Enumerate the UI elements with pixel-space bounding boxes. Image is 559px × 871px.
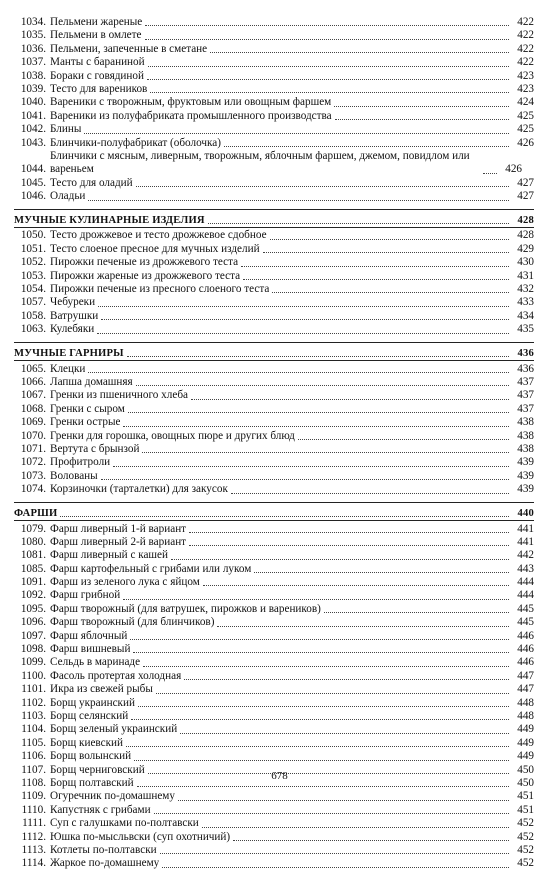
toc-entry xyxy=(14,283,534,296)
recipe-number: 1050. xyxy=(20,229,46,242)
toc-entry xyxy=(14,56,534,69)
toc-entry xyxy=(14,483,534,496)
recipe-title: Фарш яблочный xyxy=(50,629,128,642)
toc-entry xyxy=(14,137,534,150)
recipe-number: 1043. xyxy=(20,136,46,149)
recipe-title: Вертута с брынзой xyxy=(50,442,140,455)
section-title: ФАРШИ xyxy=(14,507,58,519)
recipe-number: 1036. xyxy=(20,42,46,55)
section-header xyxy=(14,502,534,521)
recipe-page: 438 xyxy=(517,429,534,442)
recipe-page: 445 xyxy=(517,602,534,615)
recipe-page: 426 xyxy=(517,136,534,149)
recipe-title: Гренки из пшеничного хлеба xyxy=(50,389,188,402)
dot-leader xyxy=(98,306,509,307)
recipe-number: 1046. xyxy=(20,190,46,203)
recipe-title: Пельмени, запеченные в сметане xyxy=(50,42,208,55)
section-page: 428 xyxy=(517,214,534,226)
dot-leader xyxy=(243,279,509,280)
dot-leader xyxy=(483,173,497,174)
recipe-page: 423 xyxy=(517,69,534,82)
recipe-page: 442 xyxy=(517,549,534,562)
toc-entry xyxy=(14,456,534,469)
toc-entry xyxy=(14,110,534,123)
recipe-number: 1040. xyxy=(20,96,46,109)
dot-leader xyxy=(97,333,509,334)
recipe-title: Борщ черниговский xyxy=(50,763,145,776)
dot-leader xyxy=(231,493,509,494)
recipe-page: 443 xyxy=(517,562,534,575)
recipe-page: 447 xyxy=(517,669,534,682)
dot-leader xyxy=(154,813,509,814)
toc-entry xyxy=(14,270,534,283)
dot-leader xyxy=(191,399,509,400)
toc-entry xyxy=(14,70,534,83)
dot-leader xyxy=(224,146,509,147)
dot-leader xyxy=(143,666,509,667)
recipe-title: Профитроли xyxy=(50,456,111,469)
toc-entry xyxy=(14,616,534,629)
dot-leader xyxy=(189,545,509,546)
recipe-page: 429 xyxy=(517,242,534,255)
recipe-page: 449 xyxy=(517,750,534,763)
dot-leader xyxy=(123,426,509,427)
recipe-number: 1095. xyxy=(20,602,46,615)
recipe-title: Блины xyxy=(50,123,82,136)
toc-entry xyxy=(14,256,534,269)
recipe-title: Волованы xyxy=(50,469,98,482)
dot-leader xyxy=(324,612,509,613)
recipe-title: Фарш ливерный 1-й вариант xyxy=(50,522,187,535)
recipe-title: Борщ волынский xyxy=(50,750,132,763)
recipe-page: 422 xyxy=(517,42,534,55)
recipe-title: Фарш грибной xyxy=(50,589,121,602)
dot-leader xyxy=(217,626,509,627)
recipe-page: 446 xyxy=(517,643,534,656)
recipe-title: Фасоль протертая холодная xyxy=(50,669,182,682)
toc-entry xyxy=(14,831,534,844)
recipe-number: 1045. xyxy=(20,176,46,189)
recipe-number: 1041. xyxy=(20,109,46,122)
recipe-page: 439 xyxy=(517,456,534,469)
section-title: МУЧНЫЕ КУЛИНАРНЫЕ ИЗДЕЛИЯ xyxy=(14,214,205,226)
toc-entry xyxy=(14,29,534,42)
recipe-title: Тесто для оладий xyxy=(50,176,133,189)
recipe-number: 1066. xyxy=(20,376,46,388)
recipe-title: Клецки xyxy=(50,362,86,375)
recipe-page: 427 xyxy=(517,190,534,203)
recipe-title: Тесто дрожжевое и тесто дрожжевое сдобное xyxy=(50,229,267,242)
dot-leader xyxy=(88,372,509,373)
recipe-title: Борщ зеленый украинский xyxy=(50,723,178,736)
recipe-number: 1099. xyxy=(20,656,46,669)
recipe-number: 1042. xyxy=(20,123,46,136)
recipe-number: 1100. xyxy=(21,669,46,682)
recipe-number: 1073. xyxy=(20,469,46,482)
recipe-title: Вареники из полуфабриката промышленного производства xyxy=(50,109,332,122)
recipe-title: Бораки с говядиной xyxy=(50,69,144,82)
recipe-title: Гренки с сыром xyxy=(50,402,125,415)
recipe-title: Капустняк с грибами xyxy=(50,803,151,816)
recipe-title: Юшка по-мысльвски (суп охотничий) xyxy=(50,830,231,843)
dot-leader xyxy=(128,412,509,413)
recipe-title: Тесто для вареников xyxy=(50,82,148,95)
toc-entry xyxy=(14,536,534,549)
recipe-page: 452 xyxy=(517,857,534,870)
dot-leader xyxy=(131,719,509,720)
dot-leader xyxy=(134,760,509,761)
recipe-number: 1052. xyxy=(20,256,46,269)
section-page: 436 xyxy=(517,347,534,359)
dot-leader xyxy=(133,652,509,653)
toc-entry xyxy=(14,403,534,416)
recipe-page: 422 xyxy=(517,15,534,28)
recipe-number: 1113. xyxy=(21,843,46,856)
recipe-number: 1035. xyxy=(20,29,46,42)
recipe-title: Манты с бараниной xyxy=(50,56,145,69)
recipe-number: 1054. xyxy=(20,283,46,296)
recipe-title: Пирожки печеные из пресного слоеного теста xyxy=(50,283,270,296)
dot-leader xyxy=(84,133,509,134)
recipe-title: Борщ украинский xyxy=(50,696,135,709)
dot-leader xyxy=(123,599,509,600)
dot-leader xyxy=(335,119,509,120)
recipe-title: Гренки острые xyxy=(50,416,121,429)
recipe-number: 1105. xyxy=(21,736,46,749)
recipe-number: 1079. xyxy=(20,522,46,535)
recipe-page: 448 xyxy=(517,696,534,709)
recipe-title: Сельдь в маринаде xyxy=(50,656,141,669)
recipe-page: 427 xyxy=(517,176,534,189)
toc-entry xyxy=(14,150,534,177)
recipe-title: Суп с галушками по-полтавски xyxy=(50,817,199,830)
dot-leader xyxy=(145,25,509,26)
dot-leader xyxy=(142,452,509,453)
recipe-title: Фарш из зеленого лука с яйцом xyxy=(50,576,200,589)
recipe-number: 1053. xyxy=(20,269,46,282)
toc-entry xyxy=(14,243,534,256)
recipe-page: 438 xyxy=(517,442,534,455)
recipe-number: 1065. xyxy=(20,362,46,375)
recipe-number: 1103. xyxy=(21,709,46,722)
dot-leader xyxy=(101,479,509,480)
recipe-page: 439 xyxy=(517,483,534,496)
recipe-page: 426 xyxy=(505,163,522,176)
toc-entry xyxy=(14,576,534,589)
recipe-title: Борщ селянский xyxy=(50,709,129,722)
toc-section xyxy=(14,209,534,337)
toc-entry xyxy=(14,710,534,723)
dot-leader xyxy=(210,52,509,53)
toc-entry xyxy=(14,416,534,429)
recipe-title: Пирожки печеные из дрожжевого теста xyxy=(50,256,239,269)
dot-leader xyxy=(162,867,509,868)
toc-entry xyxy=(14,844,534,857)
recipe-number: 1111. xyxy=(22,817,46,830)
recipe-number: 1067. xyxy=(20,389,46,402)
recipe-number: 1070. xyxy=(20,429,46,442)
recipe-title: Оладьи xyxy=(50,190,86,203)
recipe-title: Фарш картофельный с грибами или луком xyxy=(50,562,252,575)
recipe-title: Фарш творожный (для блинчиков) xyxy=(50,616,215,629)
toc-entry xyxy=(14,750,534,763)
recipe-page: 441 xyxy=(517,535,534,548)
toc-entry xyxy=(14,296,534,309)
toc-entry xyxy=(14,549,534,562)
dot-leader xyxy=(270,239,509,240)
recipe-title: Пирожки жареные из дрожжевого теста xyxy=(50,269,241,282)
recipe-number: 1114. xyxy=(21,857,46,870)
toc-entry xyxy=(14,430,534,443)
toc-entry xyxy=(14,804,534,817)
dot-leader xyxy=(150,92,509,93)
recipe-number: 1106. xyxy=(21,750,46,763)
recipe-page: 437 xyxy=(517,376,534,388)
recipe-number: 1074. xyxy=(20,483,46,496)
recipe-number: 1058. xyxy=(20,309,46,322)
recipe-title: Жаркое по-домашнему xyxy=(50,857,160,870)
recipe-number: 1044. xyxy=(20,163,46,176)
recipe-number: 1063. xyxy=(20,323,46,336)
recipe-page: 441 xyxy=(517,522,534,535)
dot-leader xyxy=(137,786,509,787)
recipe-number: 1080. xyxy=(20,535,46,548)
toc-entry xyxy=(14,817,534,830)
dot-leader xyxy=(241,266,509,267)
recipe-title: Пельмени в омлете xyxy=(50,29,142,42)
recipe-page: 450 xyxy=(517,776,534,789)
recipe-title: Кулебяки xyxy=(50,323,95,336)
toc-entry xyxy=(14,857,534,870)
recipe-page: 451 xyxy=(517,803,534,816)
recipe-title: Чебуреки xyxy=(50,296,96,309)
toc-entry xyxy=(14,737,534,750)
dot-leader xyxy=(147,79,509,80)
dot-leader xyxy=(126,746,509,747)
recipe-title: Фарш вишневый xyxy=(50,643,131,656)
recipe-page: 438 xyxy=(517,416,534,429)
recipe-title: Гренки для горошка, овощных пюре и других блюд xyxy=(50,429,295,442)
dot-leader xyxy=(145,39,510,40)
recipe-number: 1101. xyxy=(21,683,46,696)
toc-entry xyxy=(14,670,534,683)
recipe-number: 1038. xyxy=(20,69,46,82)
recipe-title: Корзиночки (тарталетки) для закусок xyxy=(50,483,228,496)
toc-entry xyxy=(14,96,534,109)
dot-leader xyxy=(160,853,509,854)
recipe-page: 435 xyxy=(517,323,534,336)
recipe-title: Блинчики-полуфабрикат (оболочка) xyxy=(50,136,221,149)
toc-entry xyxy=(14,643,534,656)
recipe-number: 1039. xyxy=(20,82,46,95)
recipe-title: Борщ киевский xyxy=(50,736,124,749)
recipe-page: 428 xyxy=(517,229,534,242)
recipe-page: 437 xyxy=(517,402,534,415)
dot-leader xyxy=(130,639,509,640)
recipe-page: 452 xyxy=(517,830,534,843)
recipe-page: 449 xyxy=(517,723,534,736)
recipe-page: 448 xyxy=(517,709,534,722)
recipe-number: 1098. xyxy=(20,643,46,656)
toc-entry xyxy=(14,230,534,243)
toc-entry xyxy=(14,723,534,736)
section-page: 440 xyxy=(517,507,534,519)
recipe-number: 1108. xyxy=(21,776,46,789)
recipe-page: 432 xyxy=(517,283,534,296)
toc-entry xyxy=(14,790,534,803)
dot-leader xyxy=(334,106,509,107)
toc-section xyxy=(14,502,534,871)
toc-entry xyxy=(14,470,534,483)
dot-leader xyxy=(138,706,509,707)
toc-entry xyxy=(14,523,534,536)
dot-leader xyxy=(208,223,509,224)
dot-leader xyxy=(88,200,509,201)
recipe-page: 449 xyxy=(517,736,534,749)
dot-leader xyxy=(156,693,509,694)
recipe-title: Тесто слоеное пресное для мучных изделий xyxy=(50,242,260,255)
recipe-number: 1091. xyxy=(20,576,46,589)
recipe-number: 1072. xyxy=(20,456,46,469)
toc-entry xyxy=(14,190,534,203)
recipe-number: 1092. xyxy=(20,589,46,602)
recipe-number: 1096. xyxy=(20,616,46,629)
section-title: МУЧНЫЕ ГАРНИРЫ xyxy=(14,347,124,359)
toc-entry xyxy=(14,43,534,56)
recipe-title: Лапша домашняя xyxy=(50,376,133,388)
recipe-number: 1102. xyxy=(21,696,46,709)
dot-leader xyxy=(263,252,509,253)
recipe-number: 1057. xyxy=(20,296,46,309)
toc-entry xyxy=(14,389,534,402)
dot-leader xyxy=(272,292,509,293)
recipe-title: Фарш ливерный с кашей xyxy=(50,549,169,562)
recipe-page: 452 xyxy=(517,817,534,830)
dot-leader xyxy=(180,733,509,734)
toc-entry xyxy=(14,376,534,389)
recipe-page: 422 xyxy=(517,29,534,42)
dot-leader xyxy=(101,319,509,320)
recipe-number: 1109. xyxy=(21,790,46,803)
recipe-title: Котлеты по-полтавски xyxy=(50,843,157,856)
toc-entry xyxy=(14,656,534,669)
dot-leader xyxy=(136,186,509,187)
recipe-title: Икра из свежей рыбы xyxy=(50,683,153,696)
dot-leader xyxy=(203,585,509,586)
recipe-number: 1071. xyxy=(20,442,46,455)
toc-section xyxy=(14,16,534,204)
recipe-page: 444 xyxy=(517,589,534,602)
recipe-page: 431 xyxy=(517,269,534,282)
recipe-page: 452 xyxy=(517,843,534,856)
recipe-page: 434 xyxy=(517,309,534,322)
recipe-page: 447 xyxy=(517,683,534,696)
recipe-page: 444 xyxy=(517,576,534,589)
recipe-page: 446 xyxy=(517,629,534,642)
recipe-page: 437 xyxy=(517,389,534,402)
recipe-page: 423 xyxy=(517,82,534,95)
dot-leader xyxy=(298,439,509,440)
recipe-title: Фарш ливерный 2-й вариант xyxy=(50,535,187,548)
recipe-page: 430 xyxy=(517,256,534,269)
dot-leader xyxy=(136,385,509,386)
recipe-page: 451 xyxy=(517,790,534,803)
recipe-page: 422 xyxy=(517,56,534,69)
recipe-title: Огуречник по-домашнему xyxy=(50,790,175,803)
toc-entry xyxy=(14,443,534,456)
recipe-title: Вареники с творожным, фруктовым или овощным фаршем xyxy=(50,96,332,109)
dot-leader xyxy=(202,827,509,828)
recipe-number: 1081. xyxy=(20,549,46,562)
recipe-number: 1110. xyxy=(21,803,46,816)
dot-leader xyxy=(254,572,509,573)
recipe-page: 436 xyxy=(517,362,534,375)
toc-entry xyxy=(14,83,534,96)
recipe-number: 1104. xyxy=(21,723,46,736)
dot-leader xyxy=(148,66,509,67)
table-of-contents xyxy=(14,16,534,871)
recipe-title: Блинчики с мясным, ливерным, творожным, яблочным фаршем, джемом, повидлом или вареньем xyxy=(50,149,470,176)
dot-leader xyxy=(60,516,509,517)
toc-entry xyxy=(14,630,534,643)
toc-entry xyxy=(14,16,534,29)
recipe-number: 1034. xyxy=(20,15,46,28)
section-header xyxy=(14,209,534,228)
section-header xyxy=(14,342,534,361)
recipe-number: 1097. xyxy=(20,629,46,642)
recipe-number: 1037. xyxy=(20,56,46,69)
recipe-page: 445 xyxy=(517,616,534,629)
recipe-page: 424 xyxy=(517,96,534,109)
dot-leader xyxy=(127,356,509,357)
recipe-page: 425 xyxy=(517,109,534,122)
recipe-title: Фарш творожный (для ватрушек, пирожков и вареников) xyxy=(50,602,321,615)
recipe-number: 1051. xyxy=(20,242,46,255)
page-number: 678 xyxy=(271,770,288,782)
toc-entry xyxy=(14,177,534,190)
toc-entry xyxy=(14,323,534,336)
toc-entry xyxy=(14,363,534,376)
recipe-page: 450 xyxy=(517,763,534,776)
toc-entry xyxy=(14,603,534,616)
recipe-number: 1112. xyxy=(21,830,46,843)
toc-entry xyxy=(14,589,534,602)
recipe-page: 425 xyxy=(517,123,534,136)
toc-entry xyxy=(14,683,534,696)
recipe-number: 1107. xyxy=(21,763,46,776)
toc-entry xyxy=(14,123,534,136)
toc-entry xyxy=(14,697,534,710)
dot-leader xyxy=(233,840,509,841)
dot-leader xyxy=(113,466,509,467)
recipe-title: Борщ полтавский xyxy=(50,776,134,789)
dot-leader xyxy=(184,679,509,680)
dot-leader xyxy=(171,559,509,560)
toc-entry xyxy=(14,563,534,576)
recipe-title: Ватрушки xyxy=(50,309,99,322)
dot-leader xyxy=(189,532,509,533)
recipe-number: 1069. xyxy=(20,416,46,429)
recipe-page: 439 xyxy=(517,469,534,482)
recipe-page: 433 xyxy=(517,296,534,309)
toc-section xyxy=(14,342,534,497)
toc-entry xyxy=(14,310,534,323)
recipe-title: Пельмени жареные xyxy=(50,15,143,28)
recipe-page: 446 xyxy=(517,656,534,669)
recipe-number: 1085. xyxy=(20,562,46,575)
recipe-number: 1068. xyxy=(20,402,46,415)
